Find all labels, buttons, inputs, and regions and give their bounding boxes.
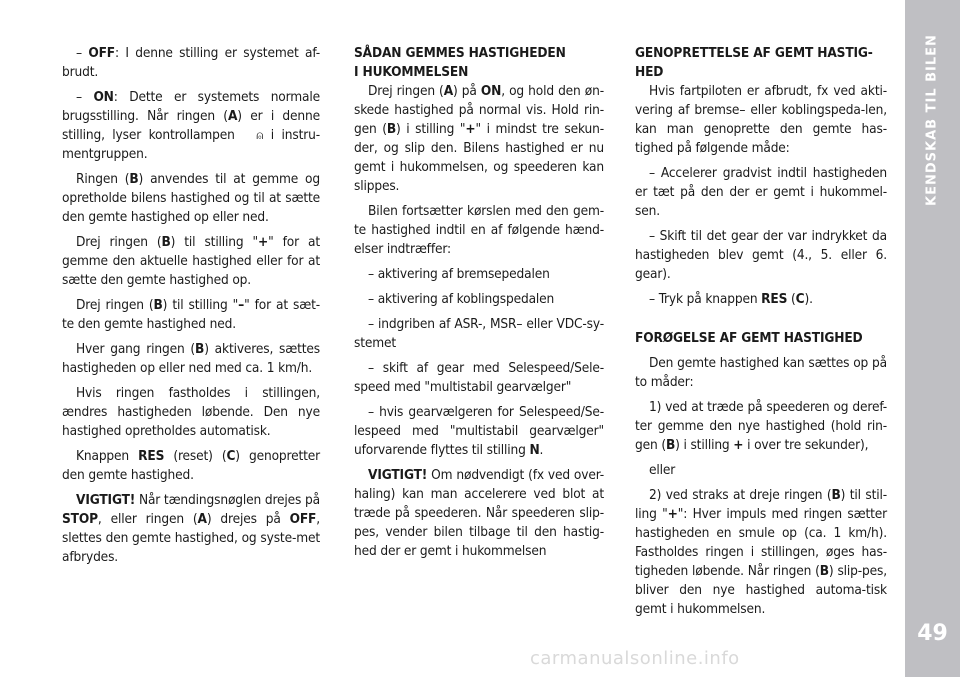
list-item: – skift af gear med Selespeed/Sele-speed med "multistabil gearvælger" [354,360,604,395]
list-item: – hvis gearvælgeren for Selespeed/Se-lespeed med "multistabil gearvælger" uforvarende flyttes til stilling N. [354,404,604,458]
column-1 [62,44,320,567]
paragraph-restore: Hvis fartpiloten er afbrudt, fx ved akti-vering af bremse– eller koblingspeda-len, kan man genoprette den gemte has-tighed på følgende måde: [635,83,887,156]
paragraph-way-1: 1) ved at træde på speederen og deref-ter gemme den nye hastighed (hold rin-gen (B) i stilling + i over tre sekunder), [635,399,887,453]
paragraph-continue: Bilen fortsætter kørslen med den gem-te hastighed indtil en af følgende hænd-elser indtræffer: [354,203,604,257]
list-item: – aktivering af koblingspedalen [368,291,555,307]
paragraph-store-speed: Drej ringen (A) på ON, og hold den øn-skede hastighed på normal vis. Hold rin-gen (B) i stilling "+" i mindst tre sekun-der, og slip den. Bilens hastighed er nu gemt i hukommelsen, og speederen kan slippes. [354,83,604,194]
paragraph-way-2: 2) ved straks at dreje ringen (B) til stil-ling "+": Hver impuls med ringen sætter hastigheden en smule op (ca. 1 km/h). Fastholdes ringen i stillingen, øges has-tigheden løbende. Når ringen (B) slip-pes, bliver den nye hastighed automa-tisk gemt i hukommelsen. [635,487,887,617]
paragraph-ring-plus: Drej ringen (B) til stilling "+" for at gemme den aktuelle hastighed eller for at sætte den gemte hastighed op. [62,234,321,288]
list-item: – aktivering af bremsepedalen [368,266,550,282]
column-3 [635,44,887,619]
paragraph-ring-minus: Drej ringen (B) til stilling "–" for at sæt-te den gemte hastighed ned. [62,297,320,332]
paragraph-or: eller [649,462,676,478]
paragraph-ring-b: Ringen (B) anvendes til at gemme og opretholde bilens hastighed og til at sætte den gemte hastighed op eller ned. [62,171,320,225]
paragraph-ring-hold: Hvis ringen fastholdes i stillingen, ændres hastigheden løbende. Den nye hastighed opretholdes automatisk. [62,385,320,439]
paragraph-increase-ways: Den gemte hastighed kan sættes op på to måder: [635,355,887,390]
section-heading-restore: GENOPRETTELSE AF GEMT HASTIG- HED [635,45,873,80]
list-item: – indgriben af ASR-, MSR– eller VDC-sy-stemet [354,316,604,351]
list-item: – Accelerer gradvist indtil hastigheden er tæt på den der er gemt i hukommel-sen. [635,165,887,219]
side-tab-label: KENDSKAB TIL BILEN [924,34,940,206]
section-heading-increase: FORØGELSE AF GEMT HASTIGHED [635,330,863,346]
section-heading-store: SÅDAN GEMMES HASTIGHEDEN I HUKOMMELSEN [354,45,566,80]
page-number: 49 [917,621,948,646]
cruise-control-lamp-icon: ⍝ [256,128,264,142]
list-item: – Tryk på knappen RES (C). [649,291,813,307]
list-item: – Skift til det gear der var indrykket da hastigheden blev gemt (4., 5. eller 6. gear). [635,228,887,282]
paragraph-off: – OFF: I denne stilling er systemet af-brudt. [62,45,321,80]
paragraph-important: VIGTIGT! Om nødvendigt (fx ved over-haling) kan man accelerere ved blot at træde på speederen. Når speederen slip-pes, vender bilen tilbage til den hastig-hed der er gemt i hukommelsen [354,467,604,559]
paragraph-important: VIGTIGT! Når tændingsnøglen drejes på STOP, eller ringen (A) drejes på OFF, slettes den gemte hastighed, og syste-met afbrydes. [62,492,320,565]
column-2 [354,44,604,561]
paragraph-on: – ON: Dette er systemets normale brugsstilling. Når ringen (A) er i denne stilling, lyser kontrollampen ⍝ i instru-mentgruppen. [62,89,321,162]
paragraph-ring-step: Hver gang ringen (B) aktiveres, sættes hastigheden op eller ned med ca. 1 km/h. [62,341,320,376]
paragraph-res-button: Knappen RES (reset) (C) genopretter den gemte hastighed. [62,448,321,483]
watermark: carmanualsonline.info [530,648,740,669]
